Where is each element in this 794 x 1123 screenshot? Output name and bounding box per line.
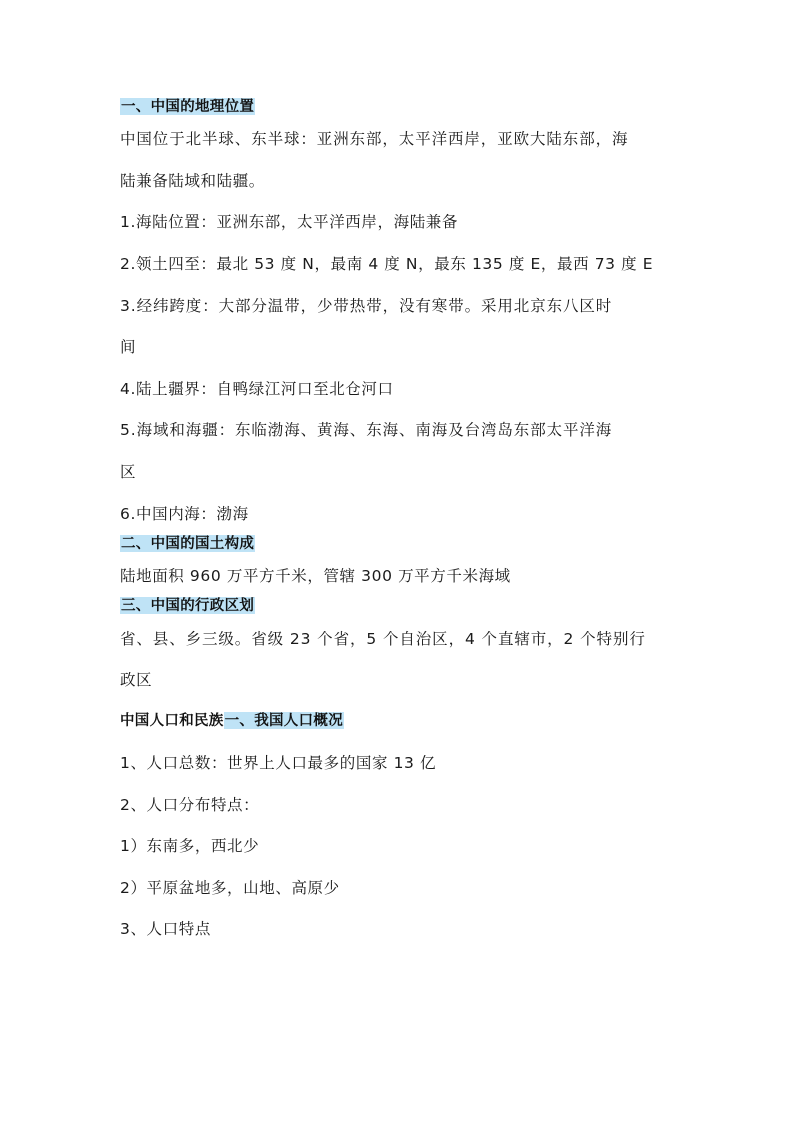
list-item: 2）平原盆地多，山地、高原少 <box>120 879 340 897</box>
chapter-subheading: 一、我国人口概况 <box>224 712 344 729</box>
chapter-title: 中国人口和民族 <box>120 712 224 729</box>
paragraph-line: 4.陆上疆界：自鸭绿江河口至北仓河口 <box>120 380 394 398</box>
section-heading-1 <box>120 96 255 118</box>
paragraph-line: 1.海陆位置：亚洲东部，太平洋西岸，海陆兼备 <box>120 213 458 231</box>
paragraph-line: 省、县、乡三级。省级 23 个省，5 个自治区，4 个直辖市，2 个特别行 <box>120 630 646 648</box>
list-item: 2、人口分布特点： <box>120 796 260 814</box>
paragraph-line: 陆地面积 960 万平方千米，管辖 300 万平方千米海域 <box>120 567 511 585</box>
chapter-heading <box>120 710 344 732</box>
paragraph-line: 区 <box>120 463 137 481</box>
heading-highlight: 二、中国的国土构成 <box>121 535 255 552</box>
list-item: 3、人口特点 <box>120 920 211 938</box>
heading-highlight: 一、中国的地理位置 <box>121 98 255 115</box>
paragraph-line: 3.经纬跨度：大部分温带，少带热带，没有寒带。采用北京东八区时 <box>120 297 613 315</box>
paragraph-line: 5.海域和海疆：东临渤海、黄海、东海、南海及台湾岛东部太平洋海 <box>120 421 613 439</box>
paragraph-line: 6.中国内海：渤海 <box>120 505 249 523</box>
list-item: 1）东南多，西北少 <box>120 837 260 855</box>
paragraph-line: 中国位于北半球、东半球：亚洲东部，太平洋西岸，亚欧大陆东部，海 <box>120 130 629 148</box>
section-heading-3 <box>120 595 255 617</box>
paragraph-line: 陆兼备陆域和陆疆。 <box>120 172 265 190</box>
list-item: 1、人口总数：世界上人口最多的国家 13 亿 <box>120 754 437 772</box>
paragraph-line: 2.领土四至：最北 53 度 N，最南 4 度 N，最东 135 度 E，最西 73 度 E <box>120 255 654 273</box>
paragraph-line: 间 <box>120 338 137 356</box>
paragraph-line: 政区 <box>120 671 153 689</box>
heading-highlight: 三、中国的行政区划 <box>121 597 255 614</box>
section-heading-2 <box>120 533 255 555</box>
